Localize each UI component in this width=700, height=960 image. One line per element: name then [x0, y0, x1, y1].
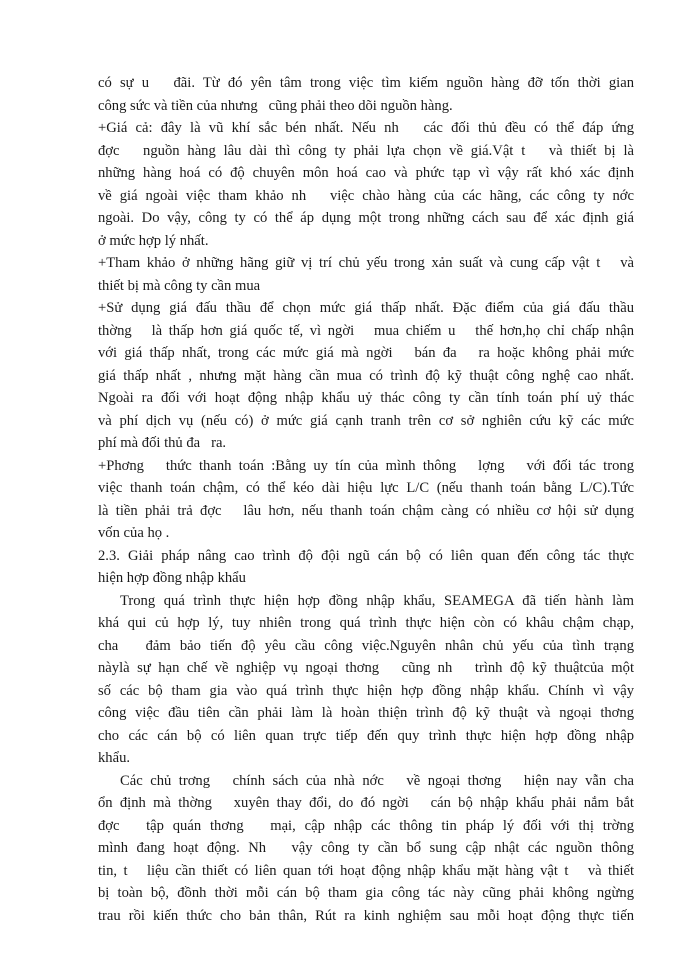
text-line: phí mà đối thủ đa ra. [98, 435, 227, 451]
text-line: +Sử dụng giá đấu thầu để chọn mức giá thấp nhất. Đặc điểm của giá đấu thầu [98, 300, 634, 316]
text-line: khẩu. [98, 750, 131, 766]
text-line: cha đảm bảo tiến độ yêu cầu công việc.Nguyên nhân chủ yếu của tình trạng [98, 637, 634, 654]
text-line: công việc đầu tiên cần phải làm là hoàn thiện trình độ kỹ thuật và ngoại thơng [98, 705, 634, 721]
text-line: với giá thấp nhất, trong các mức giá mà ngời bán đa ra hoặc không phải mức [98, 345, 634, 361]
text-line: việc thanh toán chậm, có thể kéo dài hiệu lực L/C (nếu thanh toán bằng L/C).Tức [98, 480, 634, 496]
text-line: cho các cán bộ có liên quan trực tiếp đến quy trình thực hiện hợp đồng nhập [98, 727, 634, 744]
text-line: ngoài. Do vậy, công ty có thể áp dụng một trong những cách sau để xác định giá [98, 210, 634, 226]
text-line: ở mức hợp lý nhất. [98, 232, 209, 249]
text-line: ổn định mà thờng xuyên thay đổi, do đó ngời cán bộ nhập khẩu phải nắm bắt [98, 795, 634, 811]
text-line: thiết bị mà công ty cần mua [98, 277, 261, 294]
text-line: trau rồi kiến thức cho bản thân, Rút ra kinh nghiệm sau mỗi hoạt động thực tiến [98, 907, 634, 924]
text-line: vốn của họ . [98, 525, 170, 541]
text-line: công sức và tiền của nhưng cũng phải theo dõi nguồn hàng. [98, 97, 453, 114]
text-line: tin, t liệu cần thiết có liên quan tới hoạt động nhập khẩu mặt hàng vật t và thiết [98, 862, 634, 879]
text-line: bị toàn bộ, đồnh thời mỗi cán bộ tham gia công tác này cũng phải không ngừng [98, 885, 634, 901]
text-line: và phí dịch vụ (nếu có) ở mức giá cạnh tranh trên cơ sở nghiên cứu kỹ các mức [98, 412, 634, 429]
text-line: +Tham khảo ở những hãng giữ vị trí chủ yếu trong xản suất và cung cấp vật t và [98, 255, 634, 271]
text-line: nàylà sự hạn chế về nghiệp vụ ngoại thơng cũng nh trình độ kỹ thuậtcủa một [98, 660, 634, 676]
text-line: thờng là thấp hơn giá quốc tế, vì ngời mua chiếm u thế hơn,họ chỉ chấp nhận [98, 322, 634, 339]
text-line: là tiền phải trả đợc lâu hơn, nếu thanh toán chậm càng có nhiều cơ hội sử dụng [98, 502, 634, 519]
text-line: đợc nguồn hàng lâu dài thì công ty phải lựa chọn về giá.Vật t và thiết bị là [98, 142, 634, 159]
text-line: những hàng hoá có độ chuyên môn hoá cao và phức tạp vì vậy rất khó xác định [98, 165, 634, 181]
text-line: đợc tập quán thơng mại, cập nhập các thông tin pháp lý đối với thị trờng [98, 817, 634, 834]
text-line: khá qui củ hợp lý, tuy nhiên trong quá trình thực hiện còn có khâu chậm chạp, [98, 615, 634, 631]
text-line: về giá ngoài việc tham khảo nh việc chào hàng của các hãng, các công ty nớc [98, 187, 634, 204]
text-line: Ngoài ra đối với hoạt động nhập khẩu uỷ thác công ty cần tính toán phí uỷ thác [98, 390, 634, 406]
text-line: mình đang hoạt động. Nh vậy công ty cần bổ sung cập nhật các nguồn thông [98, 840, 634, 856]
text-line: số các bộ tham gia vào quá trình thực hiện hợp đồng nhập khẩu. Chính vì vậy [98, 682, 634, 699]
text-line: có sự u đãi. Từ đó yên tâm trong việc tìm kiếm nguồn hàng đỡ tốn thời gian [98, 75, 634, 91]
text-line: +Giá cả: đây là vũ khí sắc bén nhất. Nếu nh các đối thủ đều có thể đáp ứng [98, 120, 634, 136]
text-line: hiện hợp đồng nhập khẩu [98, 570, 246, 586]
text-line: 2.3. Giải pháp nâng cao trình độ đội ngũ cán bộ có liên quan đến công tác thực [98, 547, 634, 564]
text-line: giá thấp nhất , nhưng mặt hàng cần mua có trình độ kỹ thuật công nghệ cao nhất. [98, 367, 634, 384]
text-line: Trong quá trình thực hiện hợp đồng nhập khẩu, SEAMEGA đã tiến hành làm [120, 592, 634, 609]
text-line: +Phơng thức thanh toán :Bằng uy tín của mình thông lợng với đối tác trong [98, 457, 634, 474]
document-body [98, 72, 634, 927]
text-line: Các chủ trơng chính sách của nhà nớc về ngoại thơng hiện nay vẫn cha [120, 772, 634, 789]
